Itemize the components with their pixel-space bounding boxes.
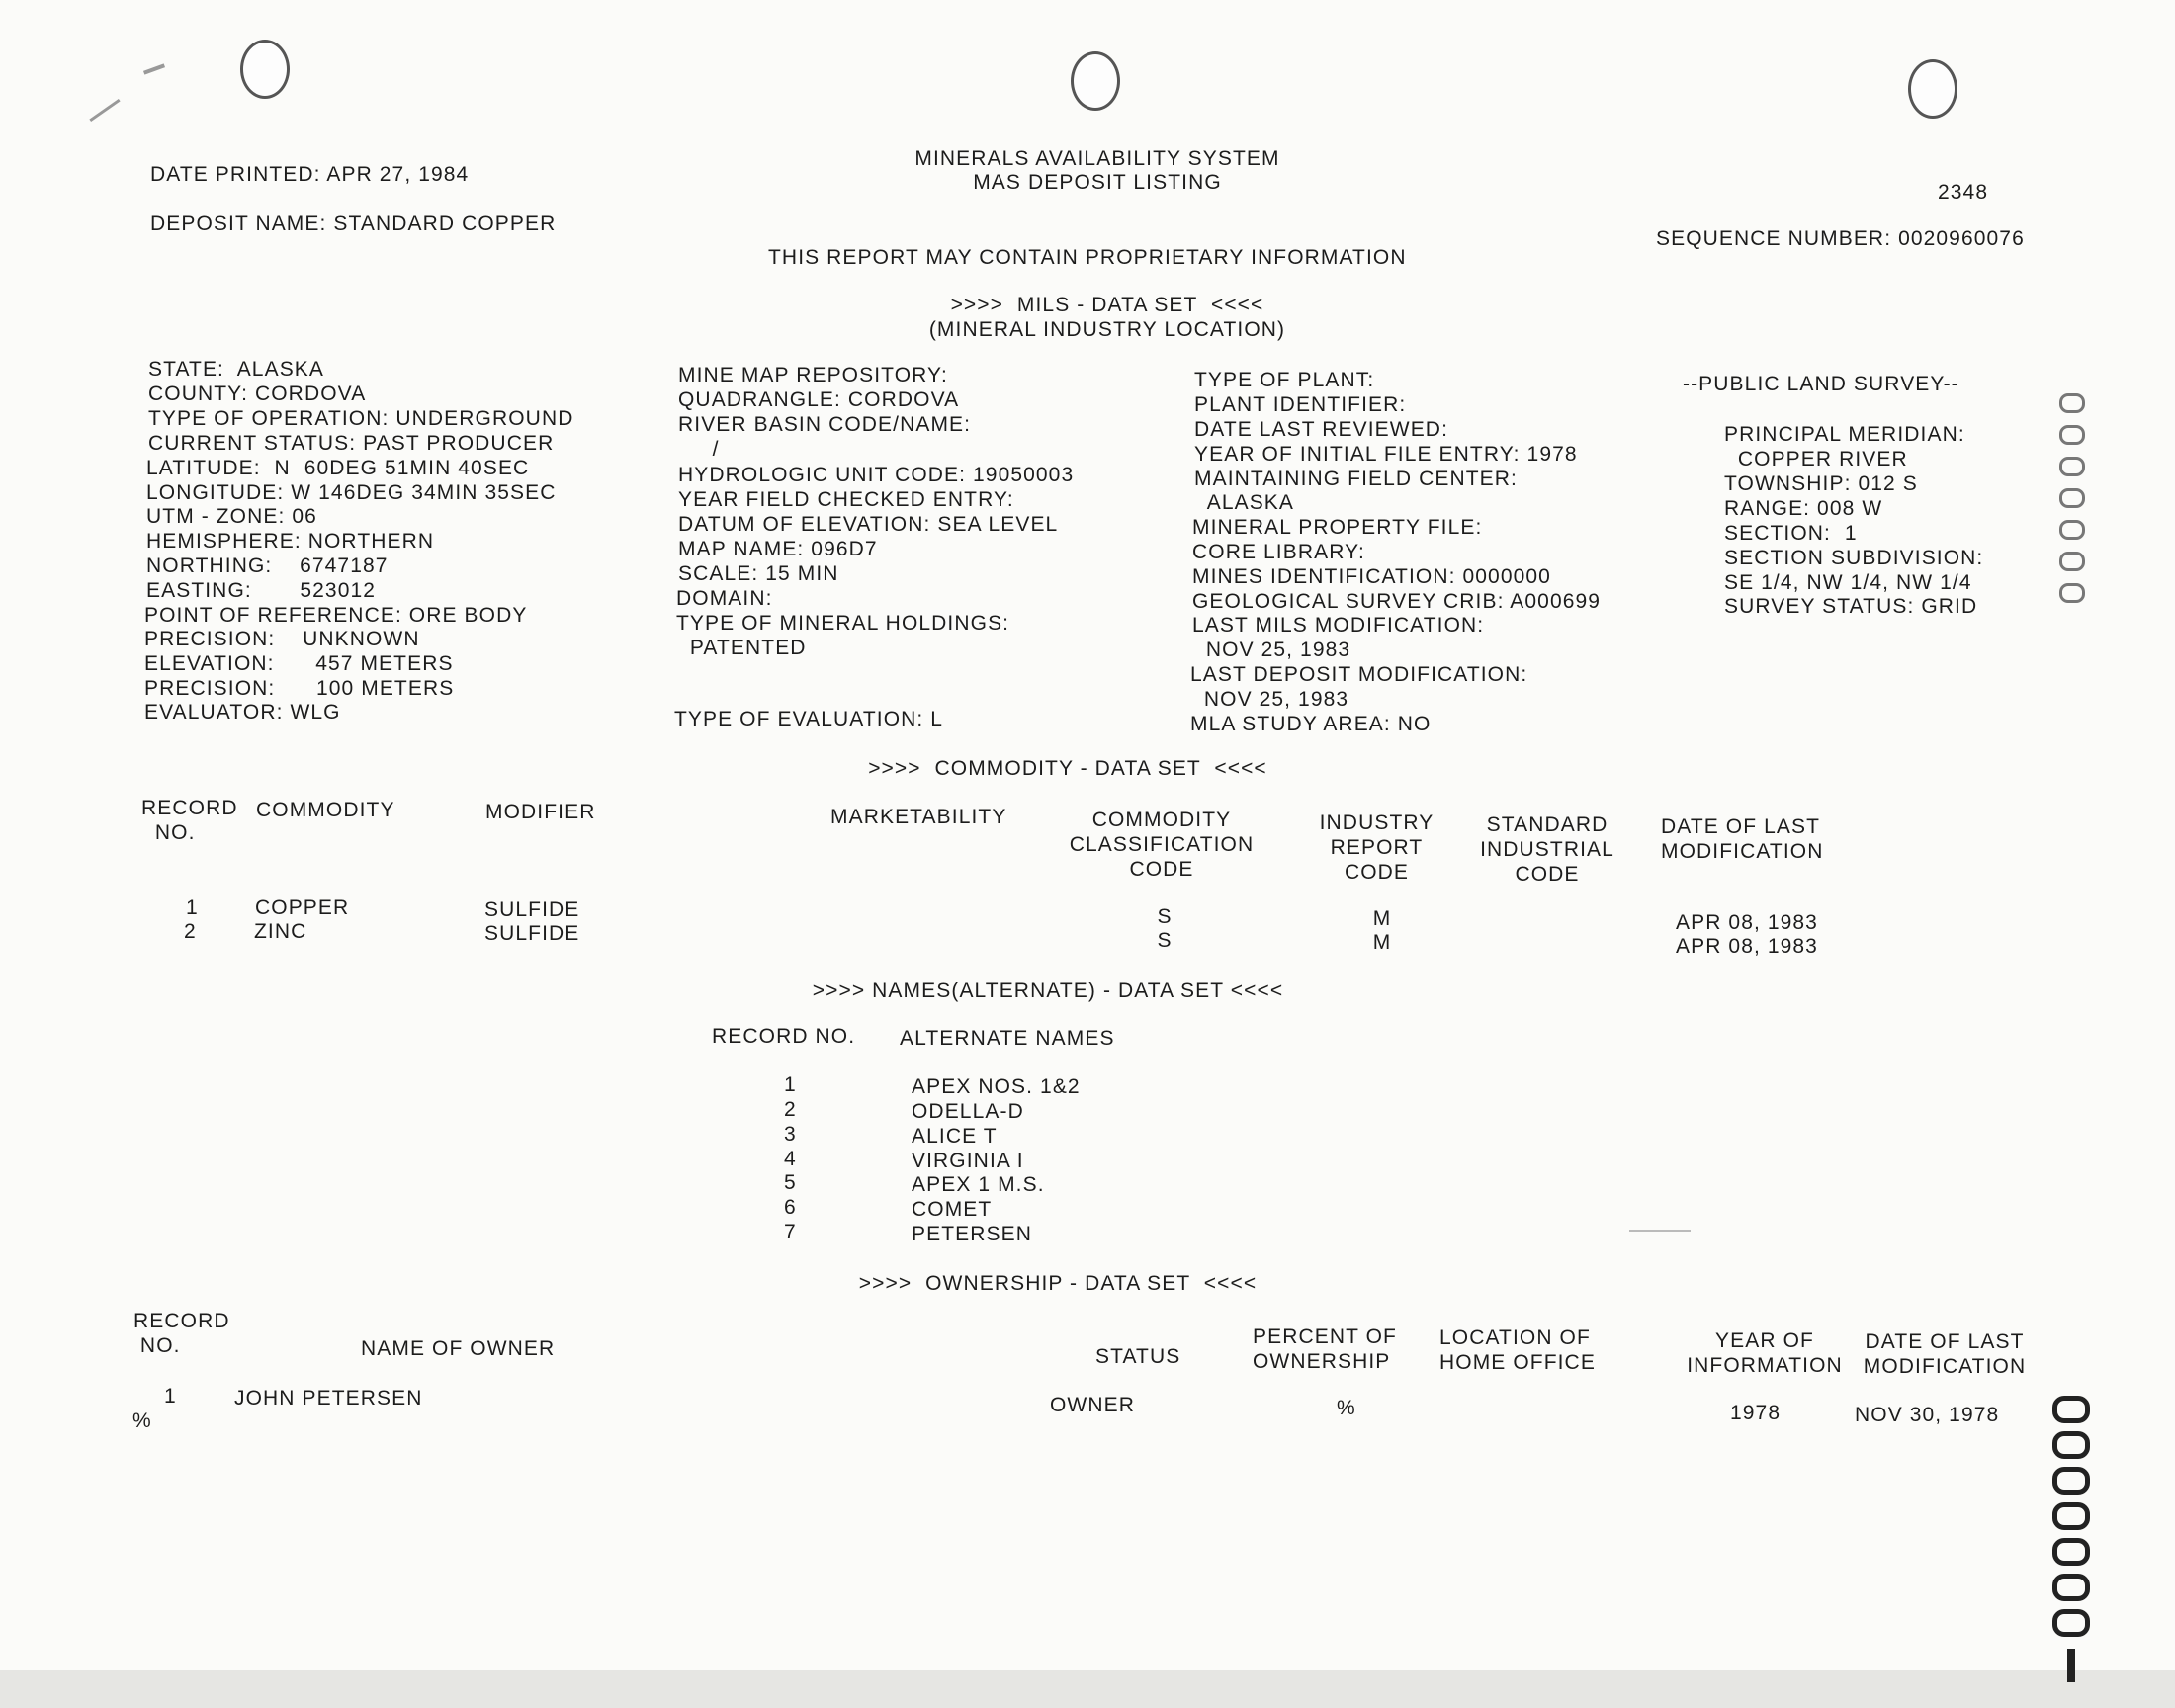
alternate-name: COMET	[912, 1198, 993, 1221]
commodity-header-industry-code: INDUSTRY REPORT CODE	[1319, 811, 1435, 884]
precision: PRECISION: UNKNOWN	[144, 628, 420, 650]
section: SECTION: 1	[1724, 522, 1858, 545]
commodity-section-title: >>>> COMMODITY - DATA SET <<<<	[868, 757, 1267, 780]
type-of-plant: TYPE OF PLANT:	[1194, 369, 1375, 391]
deposit-name: DEPOSIT NAME: STANDARD COPPER	[150, 213, 557, 235]
northing: NORTHING: 6747187	[146, 555, 389, 577]
commodity-name: COPPER	[255, 897, 350, 919]
names-section-title: >>>> NAMES(ALTERNATE) - DATA SET <<<<	[812, 980, 1284, 1002]
commodity-name: ZINC	[254, 920, 307, 943]
microfilm-marks-top	[2061, 387, 2083, 609]
commodity-modifier: SULFIDE	[484, 898, 580, 921]
commodity-modifier: SULFIDE	[484, 922, 580, 945]
current-status: CURRENT STATUS: PAST PRODUCER	[148, 432, 555, 455]
proprietary-notice: THIS REPORT MAY CONTAIN PROPRIETARY INFORMATION	[768, 246, 1407, 269]
type-of-mineral-holdings: TYPE OF MINERAL HOLDINGS:	[676, 612, 1010, 635]
alternate-name: PETERSEN	[912, 1223, 1032, 1245]
ownership-header-name: NAME OF OWNER	[361, 1337, 556, 1360]
easting: EASTING: 523012	[146, 579, 377, 602]
commodity-record-no: 2	[184, 920, 197, 943]
mils-section-title: >>>> MILS - DATA SET <<<<	[950, 294, 1264, 316]
owner-percent: %	[1337, 1397, 1356, 1419]
evaluator: EVALUATOR: WLG	[144, 701, 341, 724]
punch-hole-left	[240, 40, 290, 99]
longitude: LONGITUDE: W 146DEG 34MIN 35SEC	[146, 481, 557, 504]
alternate-name: ODELLA-D	[912, 1100, 1024, 1123]
last-mils-modification-date: NOV 25, 1983	[1192, 639, 1351, 661]
year-initial-file-entry: YEAR OF INITIAL FILE ENTRY: 1978	[1194, 443, 1578, 466]
listing-title: MAS DEPOSIT LISTING	[973, 171, 1222, 194]
plant-identifier: PLANT IDENTIFIER:	[1194, 393, 1407, 416]
owner-status: OWNER	[1050, 1394, 1135, 1416]
quadrangle: QUADRANGLE: CORDOVA	[678, 388, 960, 411]
river-basin-value: /	[678, 438, 720, 461]
survey-status: SURVEY STATUS: GRID	[1724, 595, 1978, 618]
date-last-reviewed: DATE LAST REVIEWED:	[1194, 418, 1449, 441]
commodity-date: APR 08, 1983	[1676, 911, 1818, 934]
commodity-industry-code: M	[1372, 907, 1392, 930]
township: TOWNSHIP: 012 S	[1724, 472, 1918, 495]
geological-survey-crib: GEOLOGICAL SURVEY CRIB: A000699	[1192, 590, 1602, 613]
ownership-header-date: DATE OF LAST MODIFICATION	[1863, 1330, 2027, 1378]
name-record-no: 1	[784, 1073, 797, 1096]
commodity-header-modifier: MODIFIER	[485, 801, 596, 823]
range: RANGE: 008 W	[1724, 497, 1883, 520]
names-header-alternate: ALTERNATE NAMES	[900, 1027, 1115, 1050]
year-field-checked: YEAR FIELD CHECKED ENTRY:	[678, 488, 1014, 511]
microfilm-marks-bottom	[2052, 1392, 2090, 1682]
ownership-header-location: LOCATION OF HOME OFFICE	[1439, 1326, 1596, 1374]
sequence-number: SEQUENCE NUMBER: 0020960076	[1656, 227, 2025, 250]
name-record-no: 3	[784, 1123, 797, 1146]
maintaining-field-center: MAINTAINING FIELD CENTER:	[1194, 468, 1518, 490]
commodity-industry-code: M	[1372, 931, 1392, 954]
owner-marker: %	[132, 1409, 152, 1432]
elevation: ELEVATION: 457 METERS	[144, 652, 454, 675]
mine-map-repository: MINE MAP REPOSITORY:	[678, 364, 948, 386]
commodity-date: APR 08, 1983	[1676, 935, 1818, 958]
ownership-header-year: YEAR OF INFORMATION	[1687, 1329, 1843, 1377]
owner-record-no: 1	[164, 1385, 177, 1408]
mineral-holdings-value: PATENTED	[676, 637, 807, 659]
type-of-operation: TYPE OF OPERATION: UNDERGROUND	[148, 407, 574, 430]
owner-year: 1978	[1730, 1402, 1782, 1424]
name-record-no: 5	[784, 1171, 797, 1194]
last-deposit-modification-date: NOV 25, 1983	[1190, 688, 1349, 711]
scan-speck	[1629, 1230, 1691, 1232]
punch-hole-center	[1071, 51, 1120, 111]
scan-background	[0, 1670, 2175, 1708]
mineral-property-file: MINERAL PROPERTY FILE:	[1192, 516, 1483, 539]
principal-meridian: PRINCIPAL MERIDIAN:	[1724, 423, 1965, 446]
owner-modification-date: NOV 30, 1978	[1855, 1404, 2000, 1426]
alternate-name: ALICE T	[912, 1125, 998, 1148]
alternate-name: APEX NOS. 1&2	[912, 1075, 1081, 1098]
ownership-section-title: >>>> OWNERSHIP - DATA SET <<<<	[858, 1272, 1258, 1295]
state: STATE: ALASKA	[148, 358, 325, 381]
alternate-name: VIRGINIA I	[912, 1150, 1024, 1172]
commodity-header-commodity: COMMODITY	[256, 799, 395, 821]
ownership-header-percent: PERCENT OF OWNERSHIP	[1253, 1325, 1397, 1373]
point-of-reference: POINT OF REFERENCE: ORE BODY	[144, 604, 528, 627]
ownership-header-status: STATUS	[1095, 1345, 1181, 1368]
core-library: CORE LIBRARY:	[1192, 541, 1365, 563]
field-center-value: ALASKA	[1194, 491, 1295, 514]
mla-study-area: MLA STUDY AREA: NO	[1190, 713, 1432, 735]
system-title: MINERALS AVAILABILITY SYSTEM	[914, 147, 1280, 170]
section-subdivision-value: SE 1/4, NW 1/4, NW 1/4	[1724, 571, 1972, 594]
public-land-survey-title: --PUBLIC LAND SURVEY--	[1683, 373, 1959, 395]
county: COUNTY: CORDOVA	[148, 383, 367, 405]
commodity-classification: S	[1157, 905, 1173, 928]
commodity-header-marketability: MARKETABILITY	[830, 806, 1007, 828]
last-deposit-modification: LAST DEPOSIT MODIFICATION:	[1190, 663, 1528, 686]
punch-hole-right	[1908, 59, 1958, 119]
name-record-no: 2	[784, 1098, 797, 1121]
mils-section-subtitle: (MINERAL INDUSTRY LOCATION)	[928, 318, 1286, 341]
type-of-evaluation: TYPE OF EVALUATION: L	[674, 708, 944, 730]
commodity-header-date: DATE OF LAST MODIFICATION	[1661, 815, 1824, 863]
section-subdivision: SECTION SUBDIVISION:	[1724, 547, 1984, 569]
name-record-no: 7	[784, 1221, 797, 1243]
ownership-header-record: RECORD NO.	[133, 1310, 230, 1357]
latitude: LATITUDE: N 60DEG 51MIN 40SEC	[146, 457, 530, 479]
principal-meridian-value: COPPER RIVER	[1724, 448, 1908, 470]
utm-zone: UTM - ZONE: 06	[146, 505, 317, 528]
last-mils-modification: LAST MILS MODIFICATION:	[1192, 614, 1485, 637]
mines-identification: MINES IDENTIFICATION: 0000000	[1192, 565, 1551, 588]
scale: SCALE: 15 MIN	[678, 562, 839, 585]
name-record-no: 6	[784, 1196, 797, 1219]
commodity-header-classification: COMMODITY CLASSIFICATION CODE	[1069, 809, 1255, 881]
domain: DOMAIN:	[676, 587, 773, 610]
elevation-precision: PRECISION: 100 METERS	[144, 677, 455, 700]
map-name: MAP NAME: 096D7	[678, 538, 878, 560]
commodity-header-sic: STANDARD INDUSTRIAL CODE	[1480, 813, 1614, 886]
commodity-header-record: RECORD NO.	[141, 797, 238, 844]
owner-name: JOHN PETERSEN	[234, 1387, 423, 1409]
commodity-record-no: 1	[186, 897, 199, 919]
river-basin-code: RIVER BASIN CODE/NAME:	[678, 413, 972, 436]
commodity-classification: S	[1157, 929, 1173, 952]
alternate-name: APEX 1 M.S.	[912, 1173, 1045, 1196]
hemisphere: HEMISPHERE: NORTHERN	[146, 530, 435, 553]
name-record-no: 4	[784, 1148, 797, 1170]
date-printed: DATE PRINTED: APR 27, 1984	[150, 163, 470, 186]
names-header-record: RECORD NO.	[712, 1025, 856, 1048]
hydrologic-unit-code: HYDROLOGIC UNIT CODE: 19050003	[678, 464, 1075, 486]
datum-of-elevation: DATUM OF ELEVATION: SEA LEVEL	[678, 513, 1059, 536]
page-number: 2348	[1938, 181, 1989, 204]
